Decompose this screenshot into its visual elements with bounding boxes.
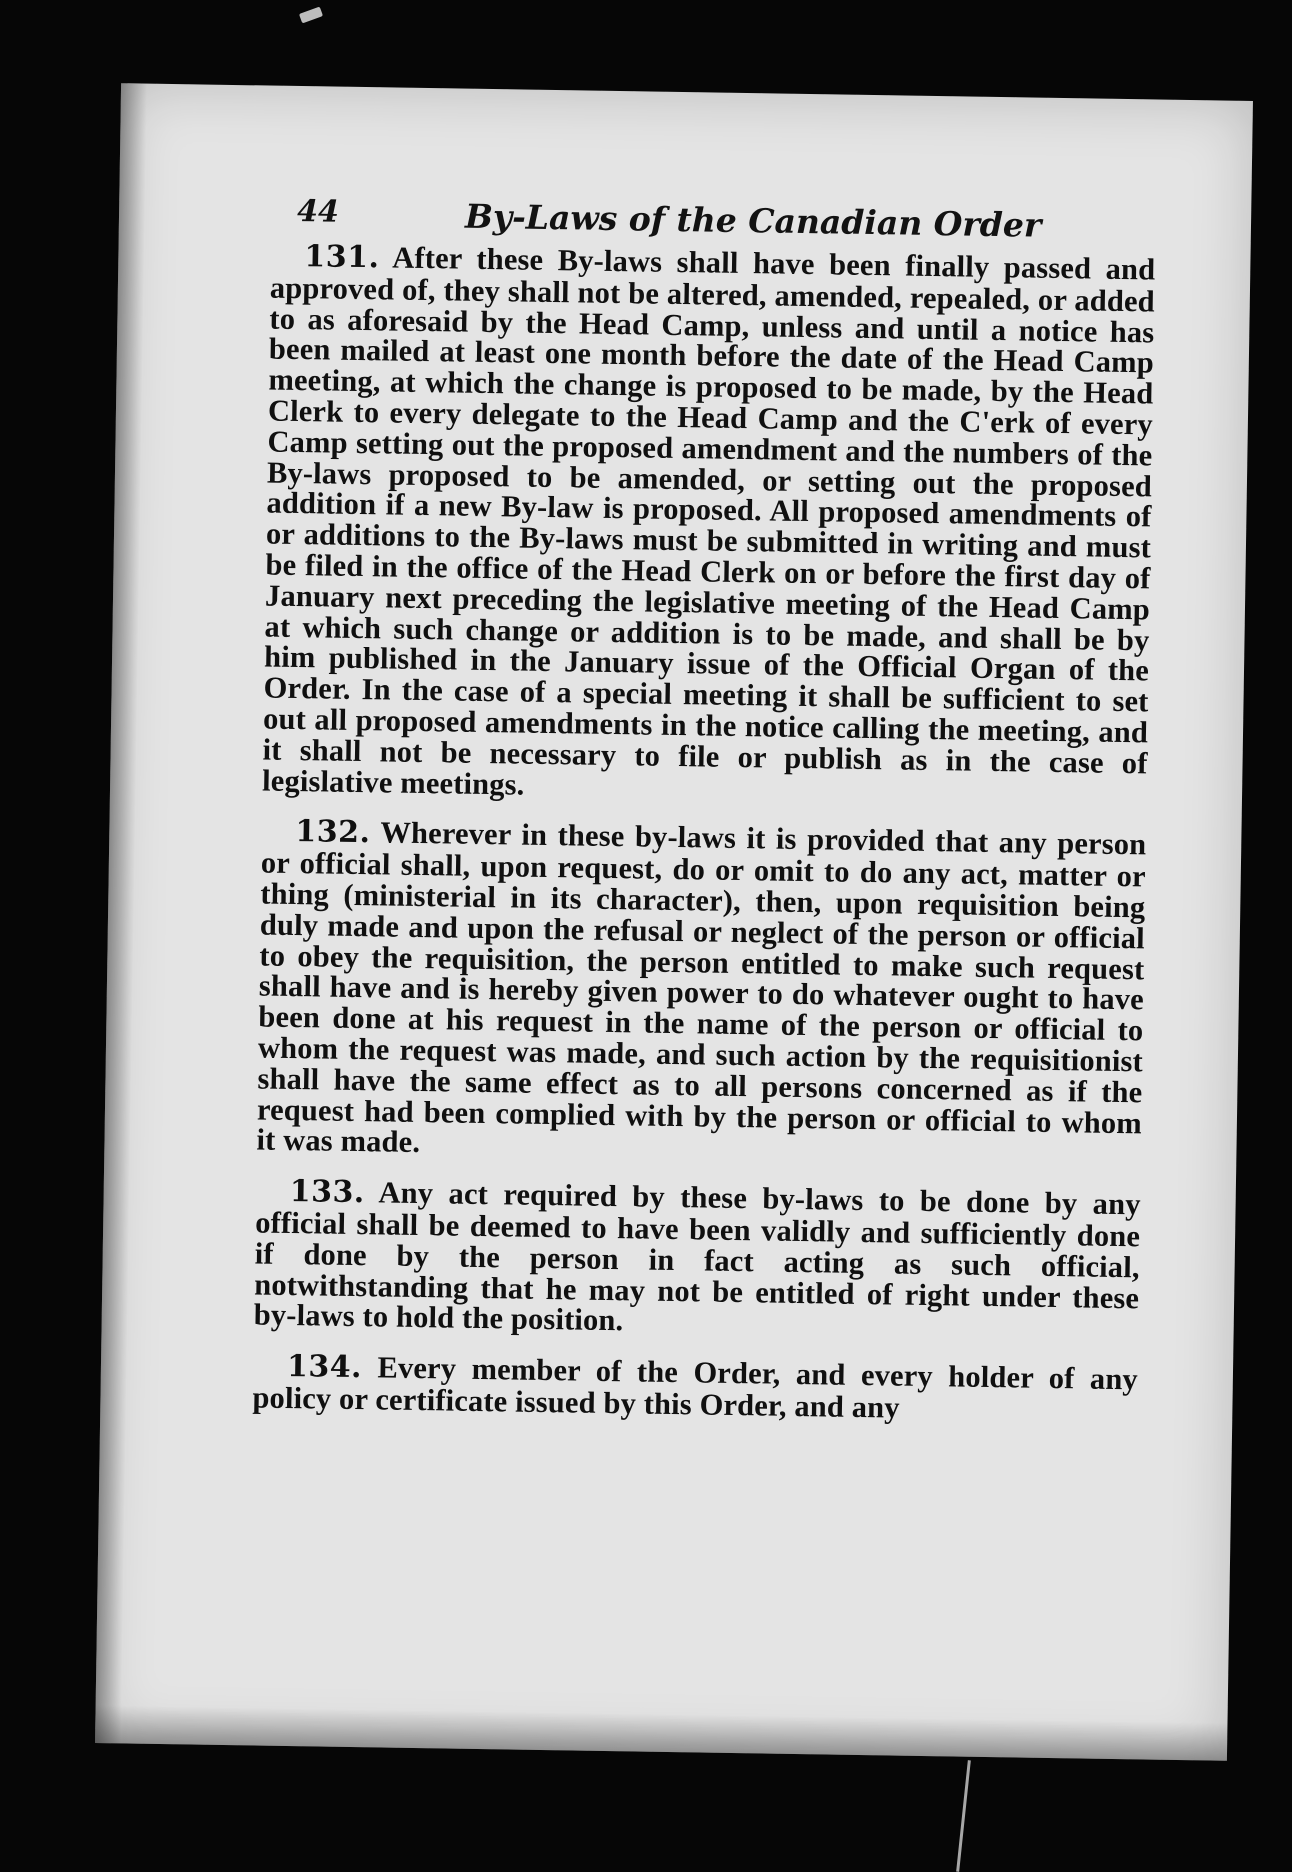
section-text: Any act required by these by-laws to be done by any official shall be deemed to have been validly and sufficiently done if done by the person in fact acting as such official, notwithstanding that he may not be entitled of right under these by-laws to hold the position. [253, 1175, 1141, 1338]
section-text: Wherever in these by-laws it is provided that any person or official shall, upon request, do or omit to do any act, matter or thing (ministerial in its character), then, upon requisition being duly made and upon the refusal or neglect of the person or official to obey the requisition, the person entitled to make such request shall have and is hereby given power to do whatever ought to have been done at his request in the name of the person or official to whom the request was made, and such action by the requisitionist shall have the same effect as to all persons concerned as if the request had been complied with by the person or official to whom it was made. [256, 815, 1147, 1160]
section-number: 133. [289, 1174, 366, 1211]
section-number: 134. [286, 1349, 363, 1386]
scan-artifact [299, 7, 323, 24]
page-bottom-shadow [95, 1705, 1227, 1761]
section-text: After these By-laws shall have been finally passed and approved of, they shall not be altered, amended, repealed, or added to as aforesaid by the Head Camp, unless and until a notice has been mailed at least one month before the date of the Head Camp meeting, at which the change is proposed to be made, by the Head Clerk to every delegate to the Head Camp and the C'erk of every Camp setting out the proposed amendment and the numbers of the By-laws proposed to be amended, or setting out the proposed addition if a new By-law is proposed. All proposed amendments of or additions to the By-laws must be submitted in writing and must be filed in the office of the Head Clerk on or before the first day of January next preceding the legislative meeting of the Head Camp at which such change or addition is to be made, and shall be by him published in the January issue of the Official Organ of the Order. In the case of a special meeting it shall be sufficient to set out all proposed amendments in the notice calling the meeting, and it shall not be necessary to file or publish as in the case of legislative meetings. [261, 240, 1156, 802]
running-title: By-Laws of the Canadian Order [464, 196, 1042, 245]
section-number: 131. [304, 239, 380, 276]
section-134 [252, 1351, 1138, 1427]
page-gutter-shadow [95, 83, 147, 1743]
book-page [95, 83, 1253, 1761]
section-131 [262, 241, 1156, 810]
section-133 [254, 1176, 1141, 1345]
section-132 [256, 816, 1146, 1170]
binding-thread [956, 1760, 971, 1872]
section-number: 132. [295, 814, 371, 851]
section-text: Every member of the Order, and every holder of any policy or certificate issued by this Order, and any [252, 1350, 1139, 1425]
page-number: 44 [296, 193, 340, 230]
page-body [252, 241, 1156, 1447]
